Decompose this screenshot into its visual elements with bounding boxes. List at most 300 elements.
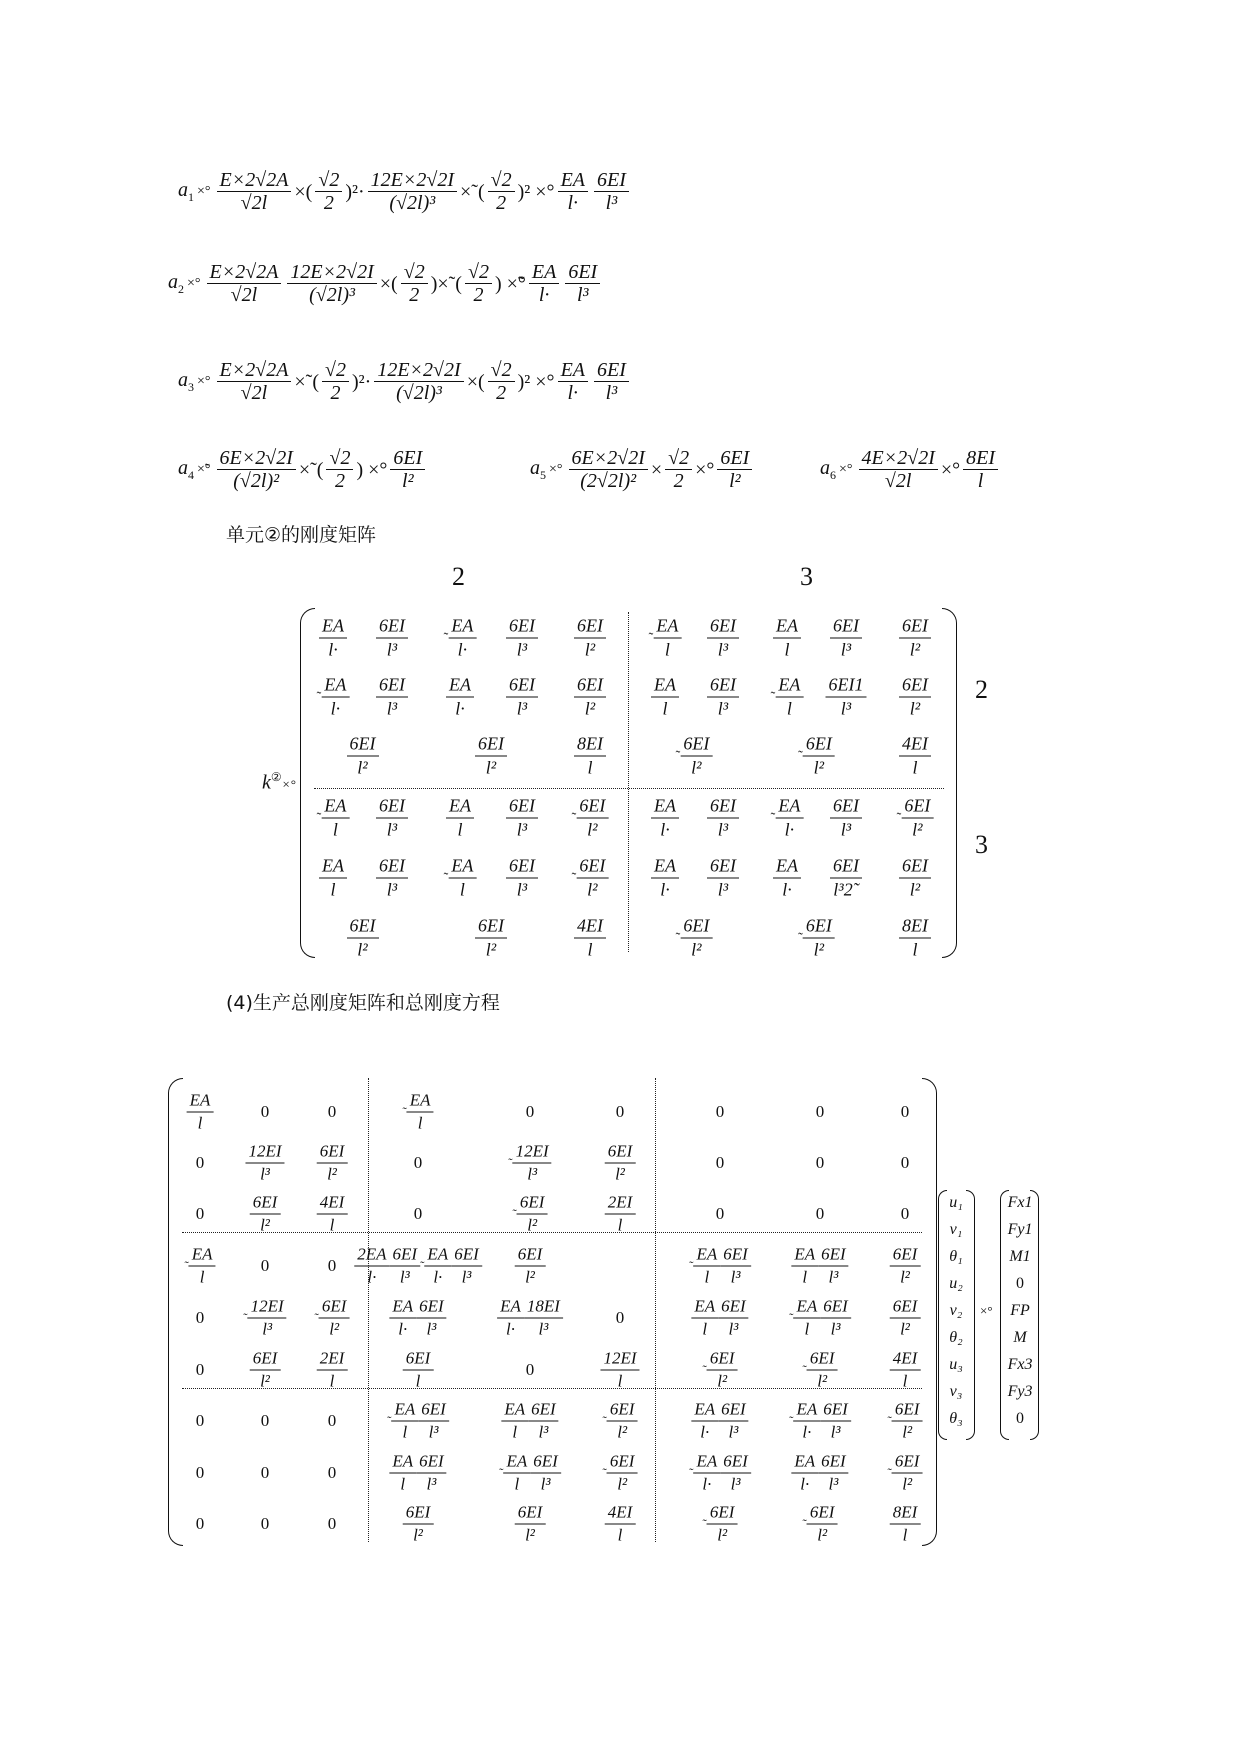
sign-mark: ˜ [443,871,449,887]
cell-fraction [794,1400,821,1443]
cell-fraction [389,1297,416,1340]
matrix-cell [317,1142,348,1185]
cell-fraction [773,856,801,901]
numerator: 6EI [820,1400,851,1422]
matrix-cell [376,616,408,661]
operator: )² ×° [517,180,555,203]
denominator: 2 [473,284,484,306]
cell-fraction [707,856,739,901]
denominator: l³ [399,1267,410,1287]
denominator: l³ [538,1319,549,1339]
denominator: 2 [673,470,684,492]
sign-mark: ˜ [184,1257,189,1273]
denominator: l [804,1319,810,1339]
denominator: √2l [230,284,258,306]
numerator: 12E×2√2I [374,360,463,382]
matrix-cell [414,1204,423,1224]
block-divider-vertical [628,612,629,952]
denominator: l [912,757,918,778]
numerator: 6EI [830,856,862,879]
cell-fraction [506,856,538,901]
denominator: l [332,819,338,840]
matrix-cell [572,796,609,841]
cell-fraction [424,1245,451,1288]
numerator: 6EI [517,1193,548,1215]
load-entry: Fy3 [1007,1383,1033,1400]
denominator: l³ [717,819,729,840]
matrix-cell [317,1349,348,1392]
numerator: 6EI [565,262,600,284]
numerator: 6EI [347,916,379,939]
numerator: 6EI [376,675,408,698]
lhs-variable: $a_1$ [178,179,194,204]
matrix-cell [897,796,934,841]
numerator: EA [694,1452,721,1474]
cell-fraction [807,1349,838,1392]
cell-value: 0 [327,1463,337,1482]
cell-fraction [899,916,931,961]
term-fraction [217,448,296,491]
cell-value: 0 [195,1204,205,1223]
denominator: l² [525,1525,535,1545]
matrix-cell [574,916,606,961]
numerator: √2 [488,170,515,192]
term-fraction [322,360,349,403]
denominator: l³ [830,1422,841,1442]
lhs-subscript: 6 [830,468,836,482]
matrix-cell [605,1503,636,1546]
denominator: l³ [840,698,852,719]
denominator: l³ [717,698,729,719]
cell-fraction [574,916,606,961]
displacement-entry: v₂ [949,1302,963,1319]
denominator: l³ [527,1164,538,1184]
lhs-variable: $a_3$ [178,369,194,394]
lhs-subscript: 1 [188,190,194,204]
lhs-subscript: 3 [188,380,194,394]
denominator: l³ [386,639,398,660]
denominator: l³ [540,1474,551,1494]
right-bracket [942,608,957,958]
cell-fraction [574,616,606,661]
denominator: l [977,470,984,492]
matrix-cell [328,1256,337,1276]
denominator: l² [817,1371,828,1391]
numerator: 6EI [890,1297,921,1319]
numerator: EA [558,170,588,192]
denominator: l² [912,819,923,840]
numerator: 4E×2√2I [859,448,938,470]
numerator: 6EI [576,796,608,819]
displacement-entry: u₃ [949,1356,963,1373]
denominator: l [902,1371,908,1391]
numerator: 6EI [707,796,739,819]
denominator: 2 [323,192,334,214]
cell-fraction [818,1452,849,1495]
matrix-cell [901,1153,910,1173]
denominator: l² [817,1525,828,1545]
denominator: l [400,1474,406,1494]
numerator: 6EI [418,1400,449,1422]
matrix-cell [376,796,408,841]
denominator: l· [784,819,795,840]
cell-value: 0 [195,1308,205,1327]
numerator: √2 [326,448,353,470]
displacement-entry: θ₁ [949,1248,963,1265]
denominator: l² [900,1319,910,1339]
numerator: 6EI [416,1297,447,1319]
term-fraction [529,262,559,305]
denominator: l³ [730,1267,741,1287]
denominator: l² [691,939,702,960]
matrix-cell [651,796,679,841]
denominator: l² [902,1474,913,1494]
numerator: EA [773,616,801,639]
term-fraction [717,448,752,491]
cell-value: 0 [413,1153,423,1172]
numerator: 6EI [707,1503,738,1525]
numerator: EA [775,675,803,698]
denominator: l³ [516,639,528,660]
cell-fraction [245,1142,284,1185]
numerator: 6EI [707,616,739,639]
row-block-label-2: 2 [975,675,988,704]
equals-symbol: ×° [197,183,211,199]
cell-fraction [807,1503,838,1546]
sign-mark: ˜ [887,1464,892,1480]
cell-fraction [189,1245,216,1288]
left-bracket [300,608,315,958]
cell-fraction [694,1452,721,1495]
matrix-cell [261,1102,270,1122]
matrix-cell [506,856,538,901]
denominator: l [802,1267,808,1287]
denominator: l³ [386,879,398,900]
numerator: 6EI [376,616,408,639]
operator: )²· [352,370,372,393]
displacement-vector-bracket-right [966,1190,975,1440]
denominator: l² [617,1474,628,1494]
sign-mark: ˜ [702,1361,707,1377]
numerator: 12E×2√2I [287,262,376,284]
denominator: √2l [884,470,912,492]
numerator: 12EI [245,1142,284,1164]
matrix-cell [888,1400,923,1443]
numerator: 6EI [820,1297,851,1319]
cell-fraction [691,1400,718,1443]
displacement-entry: v₁ [949,1221,963,1238]
denominator: l³ [461,1267,472,1287]
denominator: l² [813,939,825,960]
numerator: EA [448,856,476,879]
numerator: 6EI [403,1349,434,1371]
matrix-cell [187,1091,214,1134]
denominator: l [329,1215,335,1235]
numerator: EA [651,856,679,879]
matrix-cell [689,1245,751,1288]
cell-value: 0 [260,1256,270,1275]
cell-fraction [576,796,608,841]
equals-symbol: ×° [839,461,853,477]
denominator: l² [260,1215,270,1235]
matrix-cell [651,675,679,720]
numerator: 6EI [830,796,862,819]
matrix-cell [703,1503,738,1546]
cell-fraction [890,1245,921,1288]
matrix-cell [196,1360,205,1380]
numerator: 6EI [376,856,408,879]
denominator: l³ [728,1422,739,1442]
cell-fraction [899,856,931,901]
numerator: 6EI [892,1452,923,1474]
cell-fraction [317,1349,348,1392]
numerator: 6E×2√2I [217,448,296,470]
matrix-cell [315,1297,350,1340]
cell-fraction [475,916,507,961]
operator: ×˜( [294,370,320,393]
denominator: l [912,939,918,960]
denominator: l· [457,639,468,660]
matrix-cell [899,734,931,779]
denominator: l² [485,757,497,778]
denominator: l [415,1371,421,1391]
denominator: l³ [828,1267,839,1287]
numerator: 4EI [574,916,606,939]
denominator: l [587,757,593,778]
section-heading-element-stiffness: 单元②的刚度矩阵 [226,524,377,546]
denominator: l³ [516,879,528,900]
denominator: l² [615,1164,625,1184]
cell-fraction [605,1193,636,1236]
sign-mark: ˜ [420,1257,425,1273]
sign-mark: ˜ [316,811,322,827]
cell-value: 0 [195,1514,205,1533]
matrix-cell [890,1245,921,1288]
cell-fraction [830,796,862,841]
cell-fraction [803,916,835,961]
numerator: EA [321,796,349,819]
denominator: l³ [260,1164,270,1184]
numerator: E×2√2A [207,262,282,284]
numerator: 4EI [317,1193,348,1215]
cell-value: 0 [260,1463,270,1482]
numerator: 6EI [250,1193,281,1215]
cell-value: 0 [715,1153,725,1172]
operator: )² ×° [517,370,555,393]
cell-fraction [347,734,379,779]
cell-value: 0 [900,1102,910,1121]
numerator: EA [794,1297,821,1319]
denominator: (√2l)³ [309,284,356,306]
cell-fraction [890,1503,921,1546]
numerator: 6EI [376,796,408,819]
numerator: 4EI [899,734,931,757]
denominator: l³ [386,698,398,719]
numerator: √2 [401,262,428,284]
load-entry: FP [1010,1302,1030,1319]
matrix-cell [196,1411,205,1431]
matrix-cell [716,1102,725,1122]
cell-fraction [574,675,606,720]
numerator: 6EI [250,1349,281,1371]
denominator: l² [329,1319,340,1339]
denominator: l [704,1267,710,1287]
matrix-cell [651,856,679,901]
denominator: l² [527,1215,538,1235]
denominator: l² [587,819,598,840]
matrix-cell [798,734,835,779]
denominator: l² [717,1371,728,1391]
denominator: l· [702,1474,712,1494]
matrix-cell [501,1400,558,1443]
matrix-cell [319,616,347,661]
matrix-cell [771,796,804,841]
matrix-cell [475,916,507,961]
numerator: EA [529,262,559,284]
matrix-cell [803,1349,838,1392]
numerator: EA [407,1091,434,1113]
cell-fraction [892,1400,923,1443]
numerator: EA [389,1297,416,1319]
sign-mark: ˜ [571,811,577,827]
denominator: l³ [516,698,528,719]
cell-fraction [376,856,408,901]
cell-fraction [376,796,408,841]
numerator: EA [189,1245,216,1267]
denominator: (√2l)³ [396,382,442,404]
matrix-cell [707,616,739,661]
matrix-cell [497,1297,563,1340]
cell-fraction [607,1452,638,1495]
denominator: l³ [717,639,729,660]
denominator: l² [485,939,497,960]
sign-mark: ˜ [571,871,577,887]
matrix-cell [816,1204,825,1224]
cell-fraction [392,1400,419,1443]
cell-value: 0 [900,1204,910,1223]
cell-fraction [446,675,474,720]
load-entry: Fy1 [1007,1221,1033,1238]
numerator: EA [319,856,347,879]
matrix-cell [414,1153,423,1173]
cell-value: 0 [195,1153,205,1172]
numerator: 6EI1 [826,675,867,698]
block-divider-horizontal [314,788,944,789]
sign-mark: ˜ [702,1515,707,1531]
sign-mark: ˜ [387,1412,392,1428]
numerator: 6EI [717,448,752,470]
numerator: 8EI [574,734,606,757]
numerator: EA [651,796,679,819]
numerator: 6EI [680,916,712,939]
cell-fraction [376,616,408,661]
sign-mark: ˜ [499,1464,504,1480]
denominator: l· [567,192,579,214]
matrix-cell [354,1245,482,1288]
sign-mark: ˜ [789,1412,794,1428]
matrix-cell [816,1102,825,1122]
denominator: l [617,1525,623,1545]
lhs-subscript: 2 [178,282,184,296]
denominator: l³ [426,1319,437,1339]
denominator: l² [327,1164,337,1184]
numerator: 6EI [803,916,835,939]
displacement-entry: u₂ [949,1275,963,1292]
denominator: 2 [496,382,507,404]
numerator: EA [504,1452,531,1474]
denominator: l² [617,1422,628,1442]
equation-a6 [820,448,1001,491]
matrix-cell [707,796,739,841]
cell-fraction [707,1349,738,1392]
denominator: l² [357,939,368,960]
cell-fraction [818,1245,849,1288]
numerator: √2 [465,262,492,284]
numerator: EA [321,675,349,698]
cell-fraction [319,856,347,901]
denominator: l³ [828,1474,839,1494]
cell-value: 0 [715,1204,725,1223]
cell-fraction [501,1400,528,1443]
cell-fraction [791,1452,818,1495]
numerator: 6EI [530,1452,561,1474]
cell-fraction [680,916,712,961]
cell-fraction [707,796,739,841]
matrix-cell [899,616,931,661]
numerator: 2EI [605,1193,636,1215]
sign-mark: ˜ [802,1361,807,1377]
load-entry: Fx1 [1007,1194,1033,1211]
cell-fraction [901,796,933,841]
denominator: l² [909,698,921,719]
lhs-variable: $a_6$ [820,457,836,482]
term-fraction [558,170,588,213]
numerator: √2 [488,360,515,382]
matrix-cell [899,916,931,961]
matrix-cell [250,1349,281,1392]
term-fraction [390,448,425,491]
matrix-cell [506,796,538,841]
matrix-cell [389,1452,446,1495]
cell-fraction [707,616,739,661]
matrix-cell [803,1503,838,1546]
matrix-cell [689,1452,751,1495]
denominator: l³ [262,1319,273,1339]
column-block-label-2: 2 [452,562,465,591]
cell-fraction [515,1503,546,1546]
equals-symbol: ×° [197,373,211,389]
operator: ×( [466,370,485,393]
denominator: l² [691,757,702,778]
cell-fraction [791,1245,818,1288]
cell-fraction [250,1349,281,1392]
matrix-cell [605,1142,636,1185]
equation-a1 [178,170,632,213]
numerator: √2 [315,170,342,192]
term-fraction [594,170,629,213]
numerator: 6EI [319,1297,350,1319]
matrix-cell [347,734,379,779]
numerator: EA [446,796,474,819]
denominator: l² [584,639,596,660]
numerator: 6EI [818,1245,849,1267]
denominator: l² [909,879,921,900]
cell-fraction [574,734,606,779]
block-divider-horizontal [182,1232,922,1233]
sign-mark: ˜ [802,1515,807,1531]
matrix-cell [791,1245,848,1288]
cell-fraction [899,616,931,661]
